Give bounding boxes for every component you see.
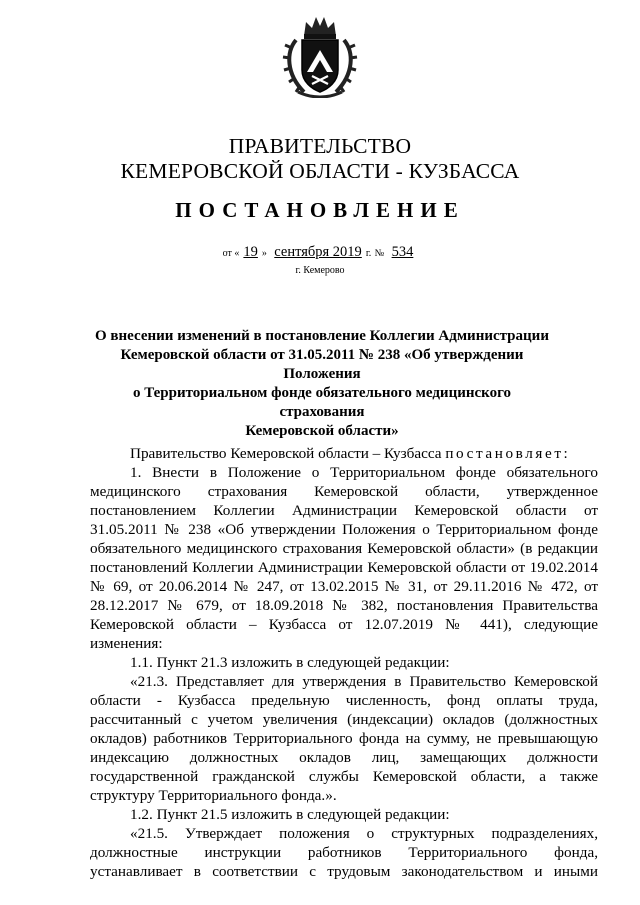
subject-line: О внесении изменений в постановление Коллегии Администрации (95, 328, 549, 344)
intro-lead: Правительство Кемеровской области – Кузбасса (130, 445, 446, 462)
coat-of-arms-emblem (282, 12, 358, 98)
paragraph-item-1-1: 1.1. Пункт 21.3 изложить в следующей редакции: (130, 654, 450, 671)
date-number-line (0, 244, 640, 261)
date-day: 19 (243, 244, 258, 260)
city-label: г. Кемерово (295, 265, 345, 276)
document-number: 534 (391, 244, 414, 260)
document-body (90, 444, 598, 881)
paragraph-quote-21-3: «21.3. Представляет для утверждения в Правительство Кемеровской области - Кузбасса предельную численность, фонд оплаты труда, рассчитанный с учетом увеличения (индексации) окладов (должностных окладов) работников Территориального фонда на сумму, не превышающую индексацию должностных окладов лиц, замещающих должности государственной гражданской службы Кемеровской области, а также структуру Территориального фонда.». (90, 673, 598, 804)
intro-paragraph (90, 444, 598, 463)
intro-decree-word: постановляет: (445, 445, 571, 462)
paragraph-quote-21-5: «21.5. Утверждает положения о структурных подразделениях, должностные инструкции работников Территориального фонда, устанавливает в соответствии с трудовым законодательством и иными (90, 825, 598, 880)
document-subject (92, 327, 552, 441)
date-month-year: сентября 2019 (274, 244, 362, 260)
date-year-suffix: г. (365, 248, 372, 259)
government-name-line1: ПРАВИТЕЛЬСТВО (228, 134, 412, 158)
paragraph-item-1: 1. Внести в Положение о Территориальном фонде обязательного медицинского страхования Кемеровской области, утвержденное постановлением Коллегии Администрации Кемеровской области от 31.05.2011 № 238 «Об утверждении Положения о Территориальном фонде обязательного медицинского страхования Кемеровской области» (в редакции постановлений Коллегии Администрации Кемеровской области от 19.02.2014 № 69, от 20.06.2014 № 247, от 13.02.2015 № 31, от 29.11.2016 № 472, от 28.12.2017 № 679, от 18.09.2018 № 382, постановления Правительства Кемеровской области – Кузбасса от 12.07.2019 № 441), следующие изменения: (90, 464, 598, 652)
number-sign: № (374, 248, 385, 259)
government-name-line2: КЕМЕРОВСКОЙ ОБЛАСТИ - КУЗБАССА (120, 159, 520, 183)
subject-line: Кемеровской области» (245, 423, 399, 439)
document-type-title: ПОСТАНОВЛЕНИЕ (175, 198, 465, 222)
subject-line: о Территориальном фонде обязательного медицинского страхования (132, 385, 512, 420)
date-prefix: от « (222, 248, 240, 259)
subject-line: Кемеровской области от 31.05.2011 № 238 «Об утверждении Положения (120, 347, 524, 382)
date-mid: » (261, 248, 267, 259)
paragraph-item-1-2: 1.2. Пункт 21.5 изложить в следующей редакции: (130, 806, 450, 823)
